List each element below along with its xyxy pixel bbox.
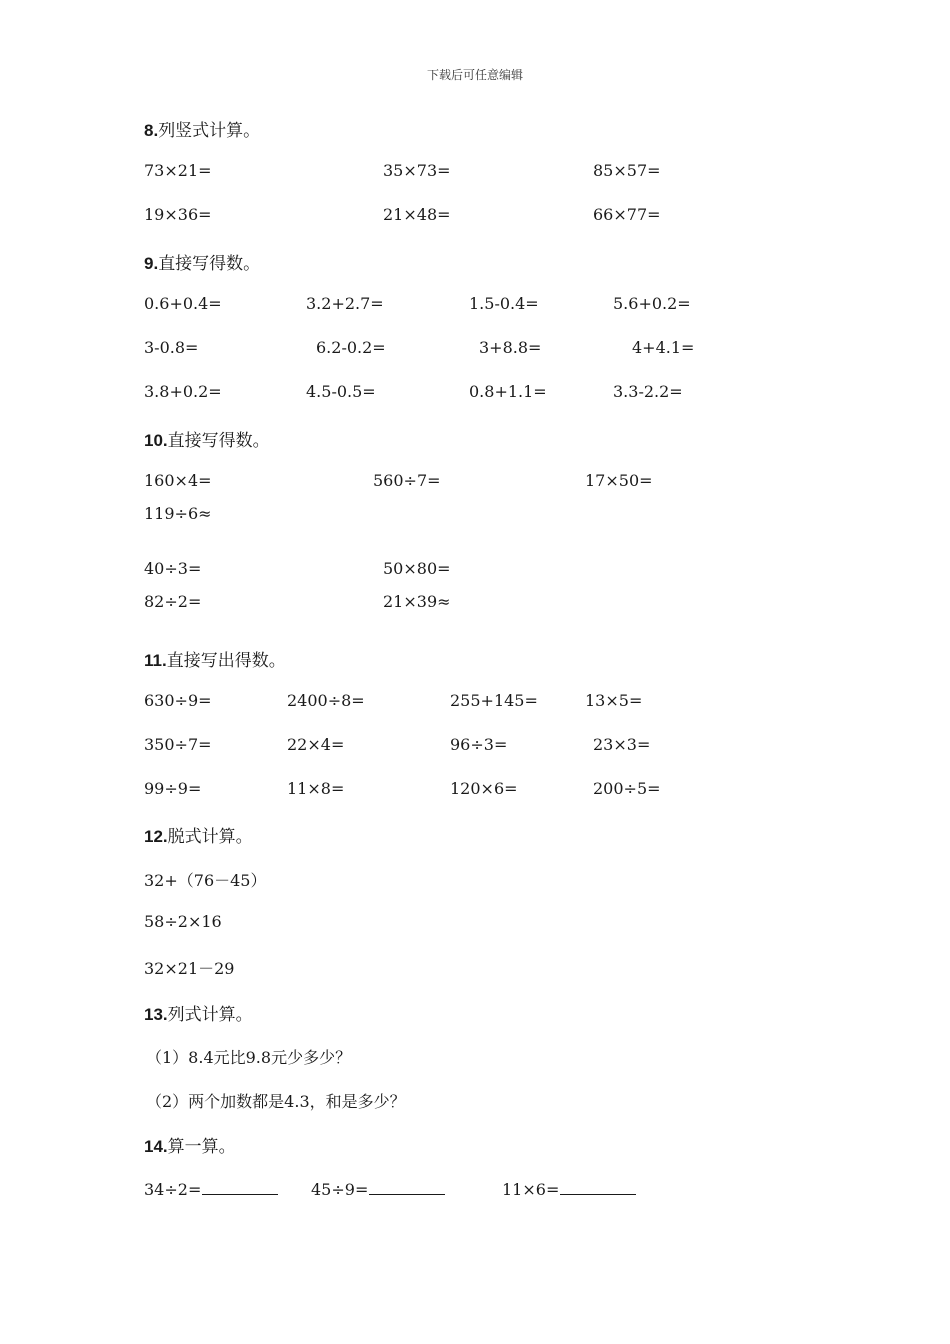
problem-item bbox=[144, 1178, 278, 1199]
problem-item bbox=[144, 205, 212, 224]
question-12-heading bbox=[144, 822, 253, 847]
problem-text: 200÷5= bbox=[593, 779, 661, 798]
problem-text: 23×3= bbox=[593, 735, 651, 754]
problem-item bbox=[632, 338, 694, 357]
question-title: 列式计算。 bbox=[167, 1005, 253, 1025]
problem-item bbox=[383, 592, 451, 611]
problem-text: （1）8.4元比9.8元少多少？ bbox=[146, 1048, 352, 1067]
problem-text: 19×36= bbox=[144, 205, 212, 224]
problem-item bbox=[613, 294, 691, 313]
problem-text: （2）两个加数都是4.3，和是多少？ bbox=[146, 1092, 406, 1111]
problem-text: 35×73= bbox=[383, 161, 451, 180]
problem-text: 45÷9= bbox=[311, 1180, 369, 1199]
question-number: 11. bbox=[144, 651, 167, 670]
problem-item bbox=[585, 471, 653, 490]
problem-item bbox=[306, 382, 376, 401]
problem-text: 0.6+0.4= bbox=[144, 294, 222, 313]
problem-item bbox=[144, 868, 267, 891]
problem-text: 160×4= bbox=[144, 471, 212, 490]
problem-item bbox=[144, 559, 201, 578]
problem-item bbox=[593, 779, 661, 798]
problem-text: 40÷3= bbox=[144, 559, 202, 578]
question-10-heading bbox=[144, 426, 270, 451]
problem-text: 3.3-2.2= bbox=[613, 382, 683, 401]
question-title: 直接写得数。 bbox=[158, 254, 261, 274]
problem-item bbox=[144, 735, 212, 754]
problem-item bbox=[585, 691, 642, 710]
problem-item bbox=[144, 294, 222, 313]
question-number: 12. bbox=[144, 827, 168, 846]
problem-item bbox=[144, 161, 212, 180]
question-title: 算一算。 bbox=[167, 1137, 236, 1157]
problem-text: 119÷6≈ bbox=[144, 504, 212, 523]
problem-item bbox=[450, 735, 507, 754]
problem-item bbox=[311, 1178, 445, 1199]
page-header: 下载后可任意编辑 bbox=[426, 68, 523, 82]
problem-item bbox=[450, 691, 538, 710]
problem-item bbox=[469, 294, 539, 313]
problem-item bbox=[287, 735, 344, 754]
problem-text: 1.5-0.4= bbox=[469, 294, 539, 313]
problem-text: 85×57= bbox=[593, 161, 661, 180]
answer-blank[interactable] bbox=[560, 1178, 636, 1195]
question-number: 9. bbox=[144, 254, 159, 273]
problem-text: 4.5-0.5= bbox=[306, 382, 376, 401]
problem-item bbox=[316, 338, 386, 357]
question-9-heading bbox=[144, 249, 260, 274]
question-11-heading bbox=[144, 646, 286, 671]
problem-text: 21×48= bbox=[383, 205, 451, 224]
problem-item bbox=[593, 735, 650, 754]
answer-blank[interactable] bbox=[202, 1178, 278, 1195]
problem-item bbox=[502, 1178, 636, 1199]
problem-text: 630÷9= bbox=[144, 691, 212, 710]
problem-item bbox=[287, 779, 344, 798]
problem-text: 13×5= bbox=[585, 691, 643, 710]
problem-text: 255+145= bbox=[450, 691, 538, 710]
problem-text: 11×6= bbox=[502, 1180, 560, 1199]
question-14-heading bbox=[144, 1132, 236, 1157]
problem-text: 96÷3= bbox=[450, 735, 508, 754]
problem-text: 66×77= bbox=[593, 205, 661, 224]
problem-item bbox=[306, 294, 384, 313]
problem-text: 4+4.1= bbox=[632, 338, 695, 357]
question-number: 13. bbox=[144, 1005, 168, 1024]
problem-item bbox=[593, 205, 661, 224]
problem-text: 34÷2= bbox=[144, 1180, 202, 1199]
problem-item bbox=[144, 338, 198, 357]
problem-text: 17×50= bbox=[585, 471, 653, 490]
problem-item bbox=[383, 161, 451, 180]
problem-item bbox=[479, 338, 541, 357]
problem-text: 350÷7= bbox=[144, 735, 212, 754]
problem-text: 0.8+1.1= bbox=[469, 382, 547, 401]
problem-item bbox=[613, 382, 683, 401]
question-title: 直接写出得数。 bbox=[166, 651, 286, 671]
problem-text: 32+（76－45） bbox=[144, 871, 267, 890]
problem-text: 11×8= bbox=[287, 779, 345, 798]
problem-text: 6.2-0.2= bbox=[316, 338, 386, 357]
problem-item bbox=[144, 691, 212, 710]
problem-text: 3+8.8= bbox=[479, 338, 542, 357]
problem-item bbox=[144, 504, 212, 523]
problem-text: 560÷7= bbox=[373, 471, 441, 490]
answer-blank[interactable] bbox=[369, 1178, 445, 1195]
problem-item bbox=[469, 382, 547, 401]
problem-text: 5.6+0.2= bbox=[613, 294, 691, 313]
problem-item bbox=[144, 912, 222, 931]
problem-item bbox=[146, 1089, 406, 1112]
problem-item bbox=[144, 956, 235, 979]
problem-text: 120×6= bbox=[450, 779, 518, 798]
problem-text: 32×21－29 bbox=[144, 959, 235, 978]
problem-item bbox=[450, 779, 518, 798]
question-title: 列竖式计算。 bbox=[158, 121, 261, 141]
question-title: 直接写得数。 bbox=[167, 431, 270, 451]
problem-text: 50×80= bbox=[383, 559, 451, 578]
question-number: 10. bbox=[144, 431, 168, 450]
question-number: 8. bbox=[144, 121, 159, 140]
problem-item bbox=[144, 471, 212, 490]
problem-item bbox=[287, 691, 365, 710]
problem-item bbox=[146, 1045, 351, 1068]
problem-text: 99÷9= bbox=[144, 779, 202, 798]
problem-item bbox=[144, 382, 222, 401]
problem-text: 21×39≈ bbox=[383, 592, 451, 611]
question-title: 脱式计算。 bbox=[167, 827, 253, 847]
problem-text: 22×4= bbox=[287, 735, 345, 754]
problem-item bbox=[383, 559, 451, 578]
problem-text: 3.8+0.2= bbox=[144, 382, 222, 401]
question-8-heading bbox=[144, 116, 260, 141]
problem-item bbox=[593, 161, 661, 180]
problem-text: 82÷2= bbox=[144, 592, 202, 611]
problem-item bbox=[383, 205, 451, 224]
question-number: 14. bbox=[144, 1137, 168, 1156]
problem-text: 3-0.8= bbox=[144, 338, 199, 357]
problem-text: 58÷2×16 bbox=[144, 912, 222, 931]
problem-item bbox=[144, 592, 201, 611]
problem-item bbox=[144, 779, 201, 798]
problem-text: 73×21= bbox=[144, 161, 212, 180]
problem-text: 3.2+2.7= bbox=[306, 294, 384, 313]
problem-item bbox=[373, 471, 441, 490]
question-13-heading bbox=[144, 1000, 253, 1025]
problem-text: 2400÷8= bbox=[287, 691, 365, 710]
